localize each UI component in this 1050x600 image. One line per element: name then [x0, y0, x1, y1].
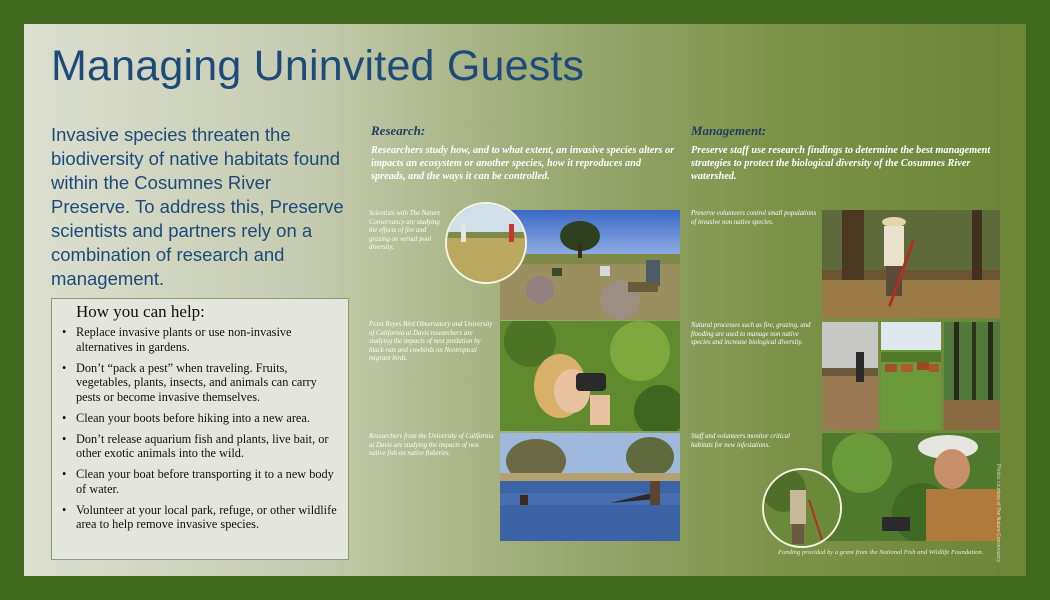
photo-vernal-pool-circle — [445, 202, 527, 284]
help-item — [62, 360, 340, 405]
management-caption-1: Preserve volunteers control small populations of invasive non native species. — [691, 210, 817, 226]
sign-panel — [24, 24, 1026, 576]
help-item-text: Clean your boat before transporting it to a new body of water. — [76, 467, 334, 496]
photo-prescribed-fire — [822, 322, 878, 430]
bullet-icon: • — [62, 502, 67, 517]
help-item-text: Don’t “pack a pest” when traveling. Fruits, vegetables, plants, insects, and animals can carry pests or become invasive themselves. — [76, 360, 317, 404]
research-caption-3: Researchers from the University of California at Davis are studying the impacts of non native fish on native fisheries. — [369, 433, 494, 458]
research-text: Researchers study how, and to what extent, an invasive species alters or impacts an ecosystem or another species, how it reproduces and spreads, and the ways it can be controlled. — [371, 145, 675, 182]
bullet-icon: • — [62, 467, 67, 481]
photo-monitoring-circle — [762, 468, 842, 548]
research-heading: Research: — [371, 123, 426, 138]
research-caption-2: Point Reyes Bird Observatory and University of California at Davis researchers are studying the impacts of nest predation by black rats and cowbirds on Neotropical migrant birds. — [369, 321, 493, 363]
help-item-text: Replace invasive plants or use non-invasive alternatives in gardens. — [76, 325, 292, 354]
how-you-can-help-box — [51, 298, 349, 560]
help-item-text: Clean your boots before hiking into a new area. — [76, 410, 310, 425]
help-list — [52, 325, 348, 538]
research-caption-1: Scientists with The Nature Conservancy are studying the effects of fire and grazing on vernal pool diversity. — [369, 210, 441, 252]
help-item-text: Don’t release aquarium fish and plants, live bait, or other exotic animals into the wild. — [76, 431, 329, 460]
help-item — [62, 502, 340, 532]
photo-river-fishery — [500, 433, 680, 541]
funding-note: Funding provided by a grant from the National Fish and Wildlife Foundation. — [778, 549, 984, 556]
intro-text: Invasive species threaten the biodiversity of native habitats found within the Cosumnes River Preserve. To address this, Preserve scientists and partners rely on a combination of research and management. — [51, 124, 344, 289]
management-heading: Management: — [691, 123, 767, 138]
photo-cattle-grazing — [881, 322, 941, 430]
photo-flooded-forest — [944, 322, 1000, 430]
photo-habitat-monitoring — [822, 433, 1000, 541]
photo-credit: Photos courtesy of The Nature Conservancy — [995, 464, 1001, 563]
photo-volunteer-weeding — [822, 210, 1000, 318]
bullet-icon: • — [62, 325, 67, 339]
management-text: Preserve staff use research findings to determine the best management strategies to protect the biological diversity of the Cosumnes River watershed. — [691, 145, 991, 182]
photo-vernal-pool-field — [500, 210, 680, 320]
help-item — [62, 410, 340, 426]
bullet-icon: • — [62, 431, 67, 446]
help-item-text: Volunteer at your local park, refuge, or other wildlife area to help remove invasive species. — [76, 502, 337, 531]
help-item — [62, 325, 340, 354]
help-item — [62, 467, 340, 496]
bullet-icon: • — [62, 410, 67, 425]
management-caption-3: Staff and volunteers monitor critical habitats for new infestations. — [691, 433, 790, 449]
management-caption-2: Natural processes such as fire, grazing, and flooding are used to manage non native species and increase biological diversity. — [691, 322, 811, 347]
help-item — [62, 431, 340, 461]
bullet-icon: • — [62, 360, 67, 375]
page-title: Managing Uninvited Guests — [51, 42, 585, 90]
help-heading: How you can help: — [76, 302, 205, 321]
photo-birder-binoculars — [500, 321, 680, 431]
